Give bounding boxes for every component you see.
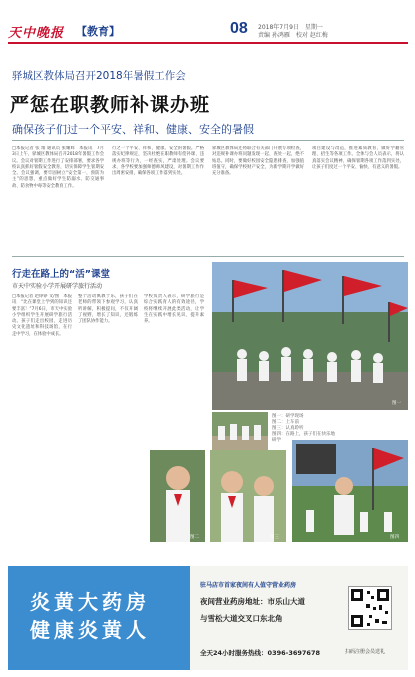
feature-title: 行走在路上的“活”课堂 xyxy=(12,269,110,280)
feature-column-1: □本报记者 赵铮铮 文/图 本报讯 “比在课堂上学到的知识还要丰富！”7月6日，市天中实验小学组织学生开展研学旅行活动。孩子们走出校园，走进历史文化遗址和科技场馆，在行走中学习，在体验中成长。 xyxy=(12,294,72,337)
photo-caption-3: 图三：认真聆听 xyxy=(272,426,304,431)
divider xyxy=(12,256,404,257)
divider xyxy=(12,140,404,141)
article-column-4: 项目建设与改造，推进素质教育，做好学籍管理、招生等各项工作。全体与会人员表示，将认真落实会议精神，确保暑期各项工作落到实处，让孩子们度过一个平安、愉快、有意义的暑假。 xyxy=(312,146,404,170)
article-kicker: 驿城区教体局召开2018年暑假工作会 xyxy=(12,70,186,82)
ad-notice: 驻马店市首家夜间有人值守营业药房 xyxy=(200,582,297,589)
photo-credit: 图二 xyxy=(190,535,199,540)
article-column-1: □本报记者 张 灿 通讯员 张耀辉 本报讯 7月3日上午，驿城区教体局召开2018年暑假工作会议。会议对暑期工作进行了安排部署，要求各学校认真抓好暑假安全教育，切实保障学生暑期安全。会议强调，要牢固树立“安全第一，预防为主”的思想，重点做好学生防溺水、防交通事故、防食物中毒等安全教育工作。 xyxy=(12,146,104,189)
photo-credit: 图四 xyxy=(390,535,399,540)
photo-group xyxy=(212,412,268,452)
masthead-rule xyxy=(8,42,408,44)
issue-date: 2018年7月9日 星期一 xyxy=(258,24,323,31)
section-tag: 【教育】 xyxy=(76,25,120,38)
masthead xyxy=(8,22,408,62)
photo-boy xyxy=(150,450,205,542)
article-subhead: 确保孩子们过一个平安、祥和、健康、安全的暑假 xyxy=(12,123,254,136)
article-column-3: 驿城区教体局还将联合有关部门开展专项检查，对违规补课办班问题发现一起、查处一起，绝不姑息。同时，要做好校园安全隐患排查，加强值班值守，确保学校财产安全，为新学期开学做好充分准备。 xyxy=(212,146,304,177)
group-illustration xyxy=(212,412,268,452)
photo-caption-2: 图二：上车前 xyxy=(272,420,299,425)
photo-caption-1: 图一：研学现场 xyxy=(272,414,304,419)
ad-address-line-1: 夜间营业药房地址：市乐山大道 xyxy=(200,597,305,606)
pharmacy-advertisement xyxy=(8,566,408,670)
qr-code-icon xyxy=(348,586,392,630)
ad-phone: 全天24小时服务热线：0396-3697678 xyxy=(200,649,320,657)
qr-caption: 扫码注册会员送礼 xyxy=(345,649,386,655)
feature-column-2: 整个活动寓教于乐，孩子们在老师的带领下参观学习，认真听讲解，积极提问，不仅开阔了视野，增长了知识，还锻炼了团队协作能力。 xyxy=(78,294,138,325)
children-illustration xyxy=(210,450,286,542)
editors-line: 责编 孙鸿雁 校对 赵红梅 xyxy=(258,32,328,39)
photo-parade xyxy=(212,262,408,410)
photo-credit: 图一 xyxy=(392,401,401,406)
photo-caption-4: 图四：在路上，孩子们在快乐地研学 xyxy=(272,432,335,443)
page-number: 08 xyxy=(230,20,248,37)
article-column-2: 行之一个平安、祥和、健康、安全的暑假。严格落实纪律规定，坚决杜绝在职教师有偿补课、违规办班等行为，一经查实，严肃处理。会议要求，各学校要加强师德师风建设，对暑期工作作出周密安排，确保各项工作落到实处。 xyxy=(112,146,204,177)
ad-address-line-2: 与雪松大道交叉口东北角 xyxy=(200,614,283,623)
photo-credit: 图三 xyxy=(270,535,279,540)
teacher-illustration xyxy=(292,440,408,542)
photo-children xyxy=(210,450,286,542)
newspaper-logo: 天中晚报 xyxy=(8,26,65,41)
feature-column-3: 学校负责人表示，研学旅行是综合实践育人的有效途径，学校将继续开展此类活动，让学生在实践中增长见识、提升素养。 xyxy=(144,294,204,325)
photo-teacher xyxy=(292,440,408,542)
ad-info-panel xyxy=(190,566,408,670)
boy-illustration xyxy=(150,450,205,542)
ad-slogan-line-2: 健康炎黄人 xyxy=(30,618,150,642)
article-headline: 严惩在职教师补课办班 xyxy=(10,94,211,116)
ad-slogan-panel xyxy=(8,566,190,670)
parade-illustration xyxy=(212,262,408,410)
feature-subtitle: 市天中实验小学开展研学旅行活动 xyxy=(12,283,103,290)
ad-slogan-line-1: 炎黄大药房 xyxy=(30,590,150,614)
